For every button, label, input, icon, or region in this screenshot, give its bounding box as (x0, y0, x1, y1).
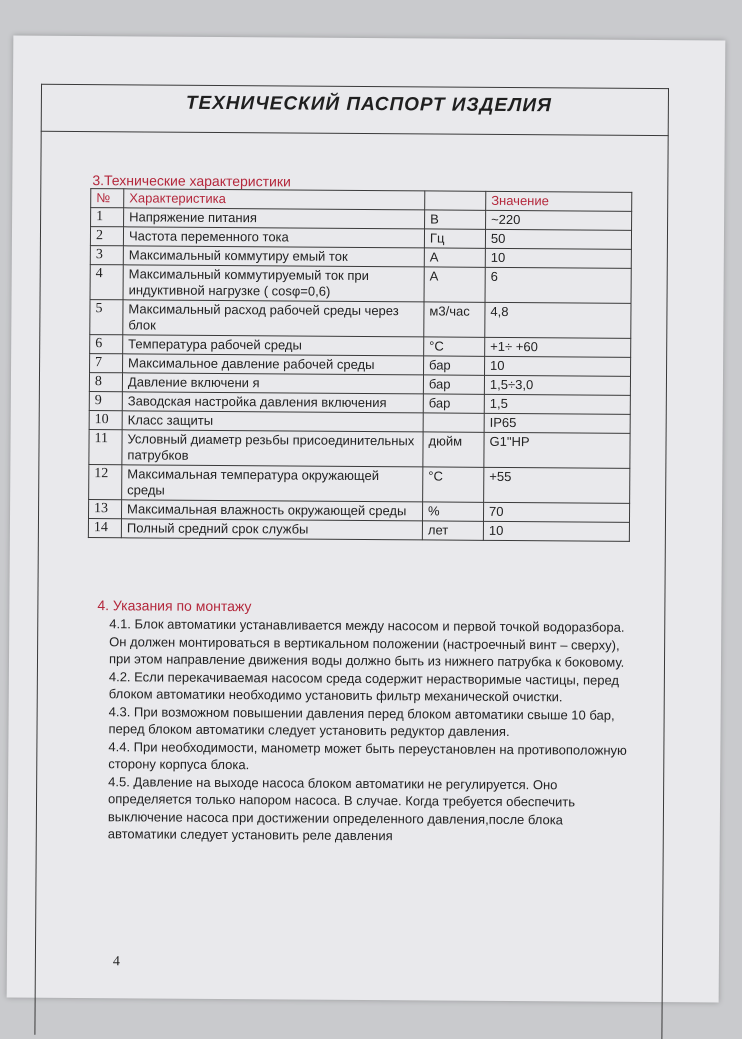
row-number: 1 (91, 208, 124, 227)
row-unit: % (422, 502, 483, 521)
row-characteristic: Максимальная температура окружающей среды (122, 465, 423, 502)
row-value: IP65 (484, 413, 630, 433)
row-number: 14 (88, 519, 121, 538)
row-unit: м3/час (424, 302, 485, 337)
row-value: 10 (485, 248, 631, 268)
row-unit (423, 413, 484, 432)
row-value: 10 (483, 521, 629, 541)
row-characteristic: Давление включени я (122, 373, 423, 394)
row-unit: °С (424, 337, 485, 356)
row-number: 10 (89, 411, 122, 430)
row-unit: В (425, 210, 486, 229)
row-characteristic: Максимальный коммутируемый ток при индуктивной нагрузке ( cosφ=0,6) (123, 265, 424, 302)
row-number: 3 (90, 246, 123, 265)
header-characteristic: Характеристика (124, 189, 425, 210)
instruction-paragraph: 4.5. Давление на выходе насоса блоком автоматики не регулируется. Оно определяется только напором насоса. В случае. Когда требуется обеспечить выключение насоса при достижении определенного давления,после блока автоматики следует установить реле давления (107, 773, 576, 844)
row-unit: А (424, 267, 485, 302)
row-characteristic: Максимальный расход рабочей среды через блок (123, 300, 424, 337)
row-number: 8 (89, 373, 122, 392)
row-number: 11 (89, 430, 122, 465)
row-number: 5 (90, 300, 123, 335)
instruction-paragraph: 4.4. При необходимости, манометр может быть переустановлен на противоположную сторону корпуса блока. (108, 738, 627, 773)
spec-table-row (90, 300, 631, 339)
row-value: 4,8 (485, 302, 631, 338)
row-characteristic: Заводская настройка давления включения (122, 392, 423, 413)
row-number: 9 (89, 392, 122, 411)
row-number: 2 (90, 227, 123, 246)
row-value: +1÷ +60 (485, 337, 631, 357)
row-value: 6 (485, 267, 631, 303)
header-no: № (91, 189, 124, 208)
row-characteristic: Частота переменного тока (123, 227, 424, 248)
instruction-paragraph: 4.1. Блок автоматики устанавливается между насосом и первой точкой водоразбора. Он должен монтироваться в вертикальном положении (настроечный винт – сверху), при этом направление движения воды должно быть из нижнего патрубка к боковому. (108, 616, 625, 670)
spec-table-row (89, 430, 630, 469)
row-unit: дюйм (423, 432, 484, 467)
row-unit: А (424, 248, 485, 267)
row-number: 13 (88, 500, 121, 519)
row-characteristic: Условный диаметр резьбы присоединительных патрубков (122, 430, 423, 467)
installation-instructions (108, 615, 630, 846)
row-number: 6 (90, 335, 123, 354)
spec-table-row (90, 265, 631, 304)
row-characteristic: Максимальный коммутиру емый ток (123, 246, 424, 267)
spec-table (88, 188, 632, 542)
row-unit: Гц (424, 229, 485, 248)
row-value: 1,5÷3,0 (484, 375, 630, 395)
page-title: ТЕХНИЧЕСКИЙ ПАСПОРТ ИЗДЕЛИЯ (185, 92, 552, 117)
row-characteristic: Напряжение питания (124, 208, 425, 229)
spec-table-row (89, 465, 630, 504)
row-characteristic: Максимальная влажность окружающей среды (121, 500, 422, 521)
header-value: Значение (486, 191, 632, 211)
row-value: ~220 (486, 210, 632, 230)
row-number: 4 (90, 265, 123, 300)
row-value: 1,5 (484, 394, 630, 414)
row-value: 70 (483, 502, 629, 522)
row-characteristic: Температура рабочей среды (123, 335, 424, 356)
page-number: 4 (112, 954, 120, 970)
row-characteristic: Класс защиты (122, 411, 423, 432)
instruction-paragraph: 4.3. При возможном повышении давления перед блоком автоматики свыше 10 бар, перед блоком автоматики следует установить редуктор давления. (108, 703, 615, 740)
row-unit: бар (424, 356, 485, 375)
header-unit (425, 191, 486, 210)
row-unit: лет (422, 521, 483, 540)
row-unit: бар (423, 375, 484, 394)
row-value: +55 (484, 467, 630, 503)
row-unit: °С (423, 467, 484, 502)
row-value: G1"HP (484, 432, 630, 468)
section-3-heading: 3.Технические характеристики (92, 172, 291, 190)
section-4-heading: 4. Указания по монтажу (97, 597, 252, 615)
spec-table-row (88, 519, 629, 542)
row-characteristic: Максимальное давление рабочей среды (123, 354, 424, 375)
instruction-paragraph: 4.2. Если перекачиваемая насосом среда содержит нерастворимые частицы, перед блоком автоматики необходимо установить фильтр механической очистки. (108, 668, 620, 705)
row-unit: бар (423, 394, 484, 413)
row-number: 7 (90, 354, 123, 373)
row-characteristic: Полный средний срок службы (121, 519, 422, 540)
document-page (7, 36, 726, 1003)
row-value: 10 (485, 356, 631, 376)
row-value: 50 (485, 229, 631, 249)
row-number: 12 (89, 465, 122, 500)
